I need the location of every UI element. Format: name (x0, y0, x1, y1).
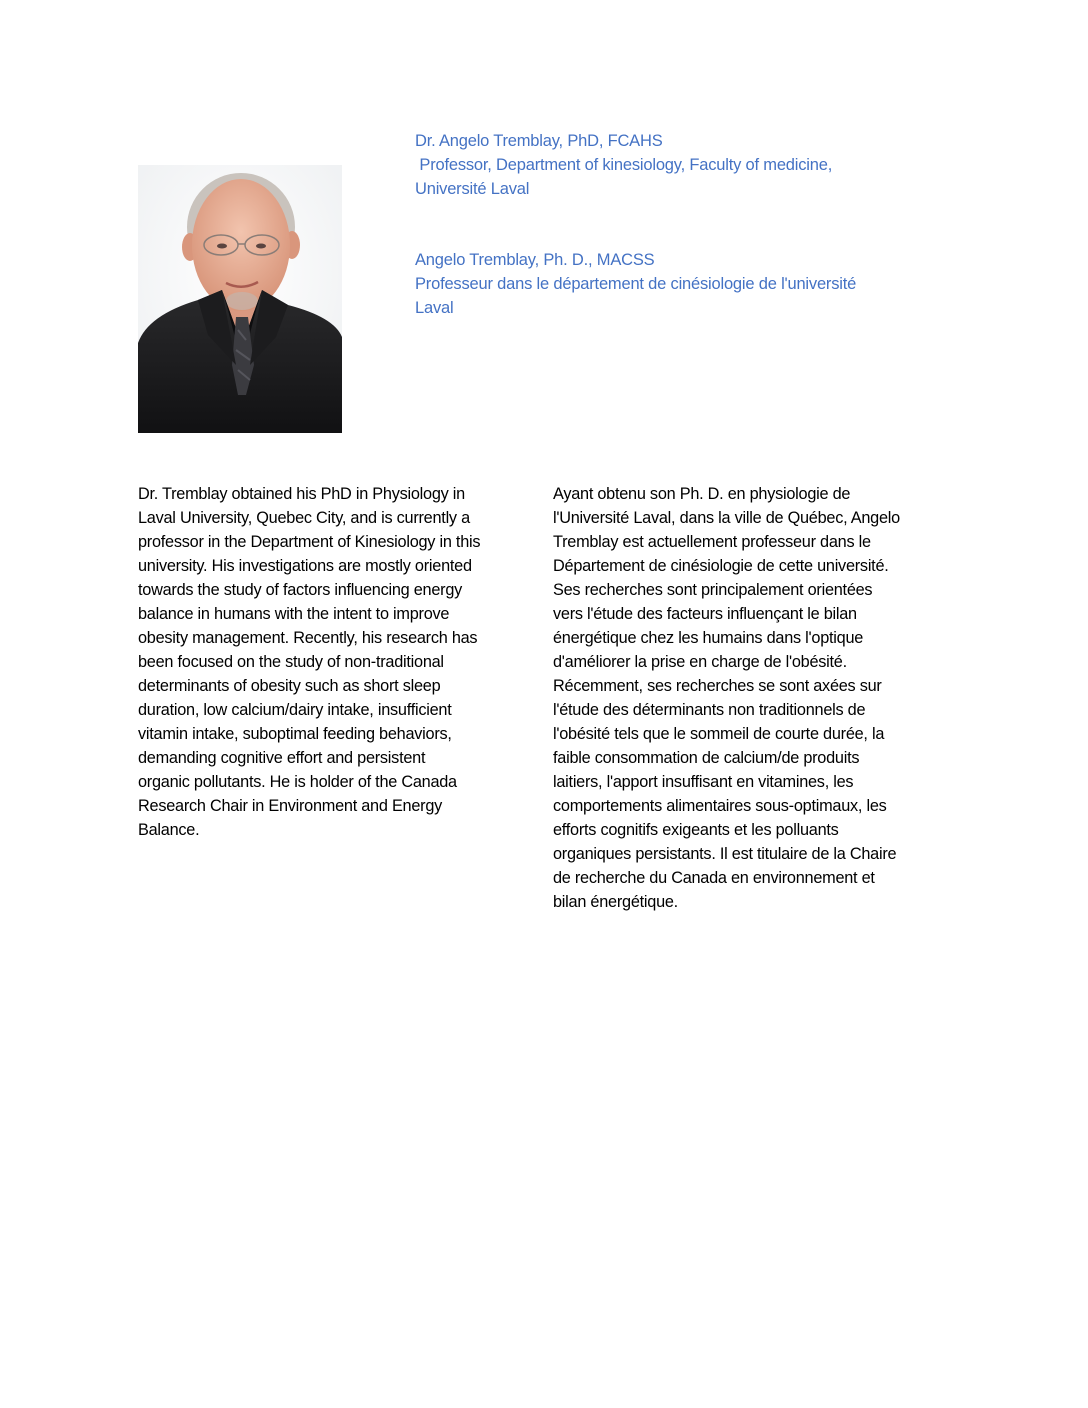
biography-line: Ses recherches sont principalement orientées (553, 581, 873, 599)
biography-line: comportements alimentaires sous-optimaux, les (553, 797, 887, 815)
biography-line: university. His investigations are mostly oriented (138, 557, 472, 575)
biography-line: Tremblay est actuellement professeur dans le (553, 533, 871, 551)
biography-line: énergétique chez les humains dans l'optique (553, 629, 864, 647)
french-heading-title: Professeur dans le département de cinésiologie de l'université (415, 275, 857, 293)
english-heading-name: Dr. Angelo Tremblay, PhD, FCAHS (415, 132, 663, 150)
biography-line: vers l'étude des facteurs influençant le bilan (553, 605, 857, 623)
biography-line: organic pollutants. He is holder of the Canada (138, 773, 457, 791)
french-heading (415, 248, 975, 320)
biography-line: balance in humans with the intent to improve (138, 605, 450, 623)
biography-line: de recherche du Canada en environnement et (553, 869, 875, 887)
biography-line: bilan énergétique. (553, 893, 678, 911)
english-heading-title: Professor, Department of kinesiology, Faculty of medicine, (415, 156, 833, 174)
biography-line: laitiers, l'apport insuffisant en vitamines, les (553, 773, 854, 791)
biography-line: Ayant obtenu son Ph. D. en physiologie de (553, 485, 851, 503)
biography-line: been focused on the study of non-traditional (138, 653, 444, 671)
biography-line: Dr. Tremblay obtained his PhD in Physiology in (138, 485, 465, 503)
french-heading-name: Angelo Tremblay, Ph. D., MACSS (415, 251, 655, 269)
biography-line: Balance. (138, 821, 200, 839)
english-biography (138, 482, 558, 842)
english-heading (415, 129, 975, 201)
portrait-photo (138, 165, 342, 433)
french-heading-institution: Laval (415, 299, 454, 317)
biography-line: faible consommation de calcium/de produits (553, 749, 860, 767)
biography-line: vitamin intake, suboptimal feeding behaviors, (138, 725, 452, 743)
biography-line: l'Université Laval, dans la ville de Québec, Angelo (553, 509, 900, 527)
english-heading-institution: Université Laval (415, 180, 530, 198)
biography-line: towards the study of factors influencing energy (138, 581, 463, 599)
biography-line: d'améliorer la prise en charge de l'obésité. (553, 653, 847, 671)
portrait-icon (138, 165, 342, 433)
biography-line: organiques persistants. Il est titulaire de la Chaire (553, 845, 897, 863)
biography-line: obesity management. Recently, his research has (138, 629, 478, 647)
biography-line: determinants of obesity such as short sleep (138, 677, 441, 695)
biography-line: Research Chair in Environment and Energy (138, 797, 443, 815)
biography-line: demanding cognitive effort and persistent (138, 749, 426, 767)
biography-line: efforts cognitifs exigeants et les polluants (553, 821, 839, 839)
biography-line: l'étude des déterminants non traditionnels de (553, 701, 866, 719)
biography-line: l'obésité tels que le sommeil de courte durée, la (553, 725, 885, 743)
biography-line: Laval University, Quebec City, and is currently a (138, 509, 470, 527)
biography-line: professor in the Department of Kinesiology in this (138, 533, 481, 551)
french-biography (553, 482, 973, 914)
biography-line: Département de cinésiologie de cette université. (553, 557, 889, 575)
biography-line: Récemment, ses recherches se sont axées sur (553, 677, 882, 695)
biography-line: duration, low calcium/dairy intake, insufficient (138, 701, 452, 719)
